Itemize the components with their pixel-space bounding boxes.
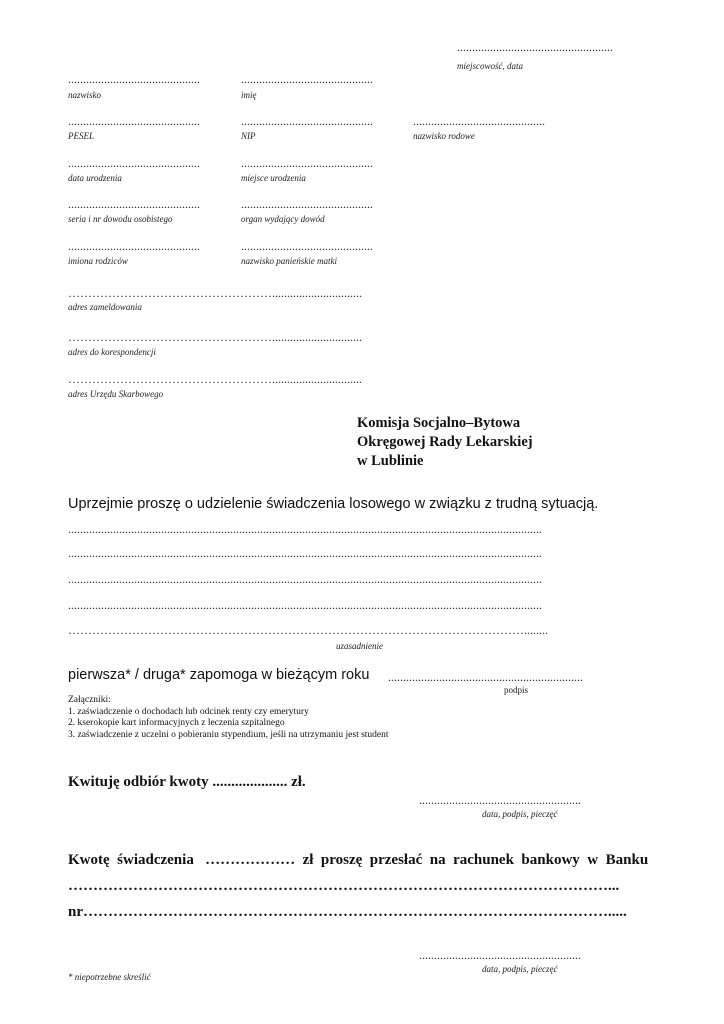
surname-label: nazwisko xyxy=(68,90,102,100)
justification-line-5[interactable]: ……………………………………………………………………………………………………........ xyxy=(68,623,548,637)
parents-names-label: imiona rodziców xyxy=(68,256,128,266)
first-name-label: imię xyxy=(241,90,257,100)
pesel-label: PESEL xyxy=(68,131,94,141)
birth-place-field[interactable]: ............................................ xyxy=(241,156,373,170)
justification-line-2[interactable]: .............................................................................................................................................................. xyxy=(68,546,542,560)
addressee-line-3: w Lublinie xyxy=(357,453,424,469)
id-issuer-field[interactable]: ............................................ xyxy=(241,197,373,211)
tax-office-address-field[interactable]: …………………………………………….............................. xyxy=(68,372,362,386)
first-name-field[interactable]: ............................................ xyxy=(241,72,373,86)
place-date-label: miejscowość, data xyxy=(457,61,523,71)
mailing-address-label: adres do korespondencji xyxy=(68,347,156,357)
nip-label: NIP xyxy=(241,131,256,141)
signature-field[interactable]: ................................................................. xyxy=(388,670,583,684)
id-issuer-label: organ wydający dowód xyxy=(241,214,325,224)
tax-office-address-label: adres Urzędu Skarbowego xyxy=(68,389,164,399)
mailing-address-field[interactable]: …………………………………………….............................. xyxy=(68,330,362,344)
justification-line-3[interactable]: .............................................................................................................................................................. xyxy=(68,572,542,586)
birth-date-label: data urodzenia xyxy=(68,173,122,183)
registered-address-label: adres zameldowania xyxy=(68,302,142,312)
account-number-field[interactable]: nr……………………………………………………………………………………………..... xyxy=(68,904,627,920)
addressee-block xyxy=(357,414,533,471)
receipt-signature-field[interactable]: ...................................................... xyxy=(419,793,581,807)
place-date-dots[interactable]: .................................................... xyxy=(457,40,613,54)
family-name-field[interactable]: ............................................ xyxy=(413,114,545,128)
attachment-item: 1. zaświadczenie o dochodach lub odcinek renty czy emerytury xyxy=(68,706,309,717)
id-number-field[interactable]: ............................................ xyxy=(68,197,200,211)
transfer-signature-field[interactable]: ...................................................... xyxy=(419,948,581,962)
transfer-signature-label: data, podpis, pieczęć xyxy=(482,964,558,974)
family-name-label: nazwisko rodowe xyxy=(413,131,475,141)
mother-maiden-name-field[interactable]: ............................................ xyxy=(241,239,373,253)
id-number-label: seria i nr dowodu osobistego xyxy=(68,214,173,224)
receipt-signature-label: data, podpis, pieczęć xyxy=(482,809,558,819)
receipt-text[interactable]: Kwituję odbiór kwoty .................... zł. xyxy=(68,774,306,790)
addressee-line-2: Okręgowej Rady Lekarskiej xyxy=(357,434,533,450)
footnote: * niepotrzebne skreślić xyxy=(68,972,151,982)
parents-names-field[interactable]: ............................................ xyxy=(68,239,200,253)
aid-type-text: pierwsza* / druga* zapomoga w bieżącym roku xyxy=(68,667,370,683)
surname-field[interactable]: ............................................ xyxy=(68,72,200,86)
addressee-line-1: Komisja Socjalno–Bytowa xyxy=(357,415,521,431)
birth-place-label: miejsce urodzenia xyxy=(241,173,306,183)
attachments-list xyxy=(68,695,389,741)
nip-field[interactable]: ............................................ xyxy=(241,114,373,128)
justification-line-4[interactable]: .............................................................................................................................................................. xyxy=(68,598,542,612)
bank-name-field[interactable]: ………………………………………………………………………………………………... xyxy=(68,878,620,894)
attachment-item: 3. zaświadczenie z uczelni o pobieraniu stypendium, jeśli na utrzymaniu jest student xyxy=(68,729,389,740)
registered-address-field[interactable]: …………………………………………….............................. xyxy=(68,286,362,300)
pesel-field[interactable]: ............................................ xyxy=(68,114,200,128)
justification-line-1[interactable]: .............................................................................................................................................................. xyxy=(68,522,542,536)
justification-label: uzasadnienie xyxy=(336,641,383,651)
mother-maiden-name-label: nazwisko panieńskie matki xyxy=(241,256,337,266)
attachment-item: 2. kserokopie kart informacyjnych z leczenia szpitalnego xyxy=(68,718,285,728)
attachments-heading: Załączniki: xyxy=(68,695,111,705)
birth-date-field[interactable]: ............................................ xyxy=(68,156,200,170)
request-text: Uprzejmie proszę o udzielenie świadczenia losowego w związku z trudną sytuacją. xyxy=(68,496,599,512)
transfer-line-1[interactable]: Kwotę świadczenia ……………… zł proszę przesłać na rachunek bankowy w Banku xyxy=(68,852,649,868)
signature-label: podpis xyxy=(504,685,529,695)
